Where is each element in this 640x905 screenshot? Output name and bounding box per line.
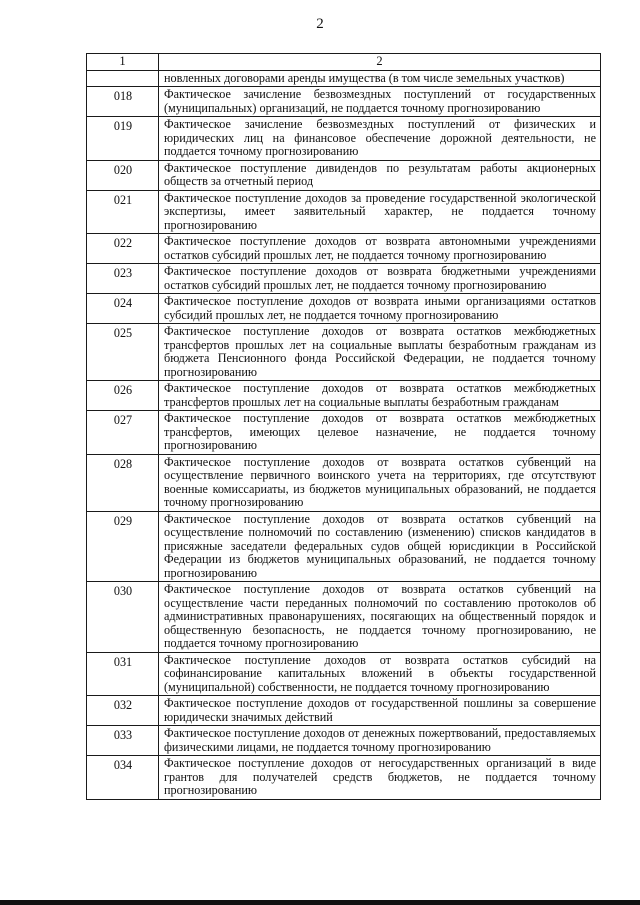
table-row bbox=[87, 117, 601, 161]
table-row bbox=[87, 264, 601, 294]
table-row bbox=[87, 160, 601, 190]
table-row bbox=[87, 652, 601, 696]
row-description: Фактическое зачисление безвозмездных поступлений от государственных (муниципальных) организаций, не поддается точному прогнозированию bbox=[159, 87, 601, 117]
row-description: Фактическое поступление доходов от возврата остатков межбюджетных трансфертов прошлых лет на социальные выплаты безработным гражданам bbox=[159, 381, 601, 411]
continuation-text: новленных договорами аренды имущества (в том числе земельных участков) bbox=[159, 70, 601, 87]
table-row bbox=[87, 294, 601, 324]
revenue-codes-table bbox=[86, 53, 601, 800]
row-code: 022 bbox=[87, 234, 159, 264]
row-description: Фактическое поступление доходов от денежных пожертвований, предоставляемых физическими лицами, не поддается точному прогнозированию bbox=[159, 726, 601, 756]
row-description: Фактическое зачисление безвозмездных поступлений от физических и юридических лиц на финансовое обеспечение дорожной деятельности, не поддается точному прогнозированию bbox=[159, 117, 601, 161]
row-code: 027 bbox=[87, 411, 159, 455]
row-description: Фактическое поступление доходов за проведение государственной экологической экспертизы, имеет заявительный характер, не поддается точному прогнозированию bbox=[159, 190, 601, 234]
row-code: 028 bbox=[87, 454, 159, 511]
row-description: Фактическое поступление доходов от возврата остатков субвенций на осуществление части переданных полномочий по составлению протоколов об административных правонарушениях, посягающих на общественный порядок и общественную безопасность, не поддается точному прогнозированию, не поддается точному прогнозированию bbox=[159, 582, 601, 653]
page-number: 2 bbox=[316, 16, 324, 32]
row-description: Фактическое поступление доходов от возврата остатков субвенций на осуществление первичного воинского учета на территориях, где отсутствуют военные комиссариаты, из бюджетов муниципальных образований, не поддается точному прогнозированию bbox=[159, 454, 601, 511]
table-row bbox=[87, 726, 601, 756]
row-code: 026 bbox=[87, 381, 159, 411]
table-row bbox=[87, 381, 601, 411]
row-description: Фактическое поступление доходов от государственной пошлины за совершение юридически значимых действий bbox=[159, 696, 601, 726]
row-description: Фактическое поступление доходов от возврата автономными учреждениями остатков субсидий прошлых лет, не поддается точному прогнозированию bbox=[159, 234, 601, 264]
row-code: 032 bbox=[87, 696, 159, 726]
continuation-code-cell bbox=[87, 70, 159, 87]
row-code: 033 bbox=[87, 726, 159, 756]
row-code: 029 bbox=[87, 511, 159, 582]
row-description: Фактическое поступление доходов от возврата остатков субсидий на софинансирование капитальных вложений в объекты государственной (муниципальной) собственности, не поддается точному прогнозированию bbox=[159, 652, 601, 696]
row-description: Фактическое поступление доходов от возврата остатков межбюджетных трансфертов прошлых лет на социальные выплаты безработным гражданам из бюджета Пенсионного фонда Российской Федерации, не поддается точному прогнозированию bbox=[159, 324, 601, 381]
row-code: 031 bbox=[87, 652, 159, 696]
table-row bbox=[87, 87, 601, 117]
row-description: Фактическое поступление доходов от возврата бюджетными учреждениями остатков субсидий прошлых лет, не поддается точному прогнозированию bbox=[159, 264, 601, 294]
continuation-row bbox=[87, 70, 601, 87]
row-code: 019 bbox=[87, 117, 159, 161]
column-header-1: 1 bbox=[87, 54, 159, 71]
table-row bbox=[87, 324, 601, 381]
row-description: Фактическое поступление доходов от возврата остатков субвенций на осуществление полномочий по составлению (изменению) списков кандидатов в присяжные заседатели федеральных судов общей юрисдикции в Российской Федерации из бюджетов муниципальных образований, не поддается точному прогнозированию bbox=[159, 511, 601, 582]
row-code: 024 bbox=[87, 294, 159, 324]
row-code: 030 bbox=[87, 582, 159, 653]
row-code: 023 bbox=[87, 264, 159, 294]
table-row bbox=[87, 582, 601, 653]
row-description: Фактическое поступление дивидендов по результатам работы акционерных обществ за отчетный период bbox=[159, 160, 601, 190]
row-code: 018 bbox=[87, 87, 159, 117]
table-row bbox=[87, 454, 601, 511]
scan-edge-bar bbox=[0, 900, 640, 905]
table-row bbox=[87, 190, 601, 234]
row-description: Фактическое поступление доходов от негосударственных организаций в виде грантов для получателей средств бюджетов, не поддается точному прогнозированию bbox=[159, 756, 601, 800]
table-row bbox=[87, 756, 601, 800]
row-description: Фактическое поступление доходов от возврата иными организациями остатков субсидий прошлых лет, не поддается точному прогнозированию bbox=[159, 294, 601, 324]
table-row bbox=[87, 696, 601, 726]
row-code: 025 bbox=[87, 324, 159, 381]
row-code: 034 bbox=[87, 756, 159, 800]
table-header-row bbox=[87, 54, 601, 71]
table-row bbox=[87, 234, 601, 264]
row-code: 021 bbox=[87, 190, 159, 234]
row-description: Фактическое поступление доходов от возврата остатков межбюджетных трансфертов, имеющих целевое назначение, не поддается точному прогнозированию bbox=[159, 411, 601, 455]
table-row bbox=[87, 511, 601, 582]
row-code: 020 bbox=[87, 160, 159, 190]
column-header-2: 2 bbox=[159, 54, 601, 71]
table-row bbox=[87, 411, 601, 455]
